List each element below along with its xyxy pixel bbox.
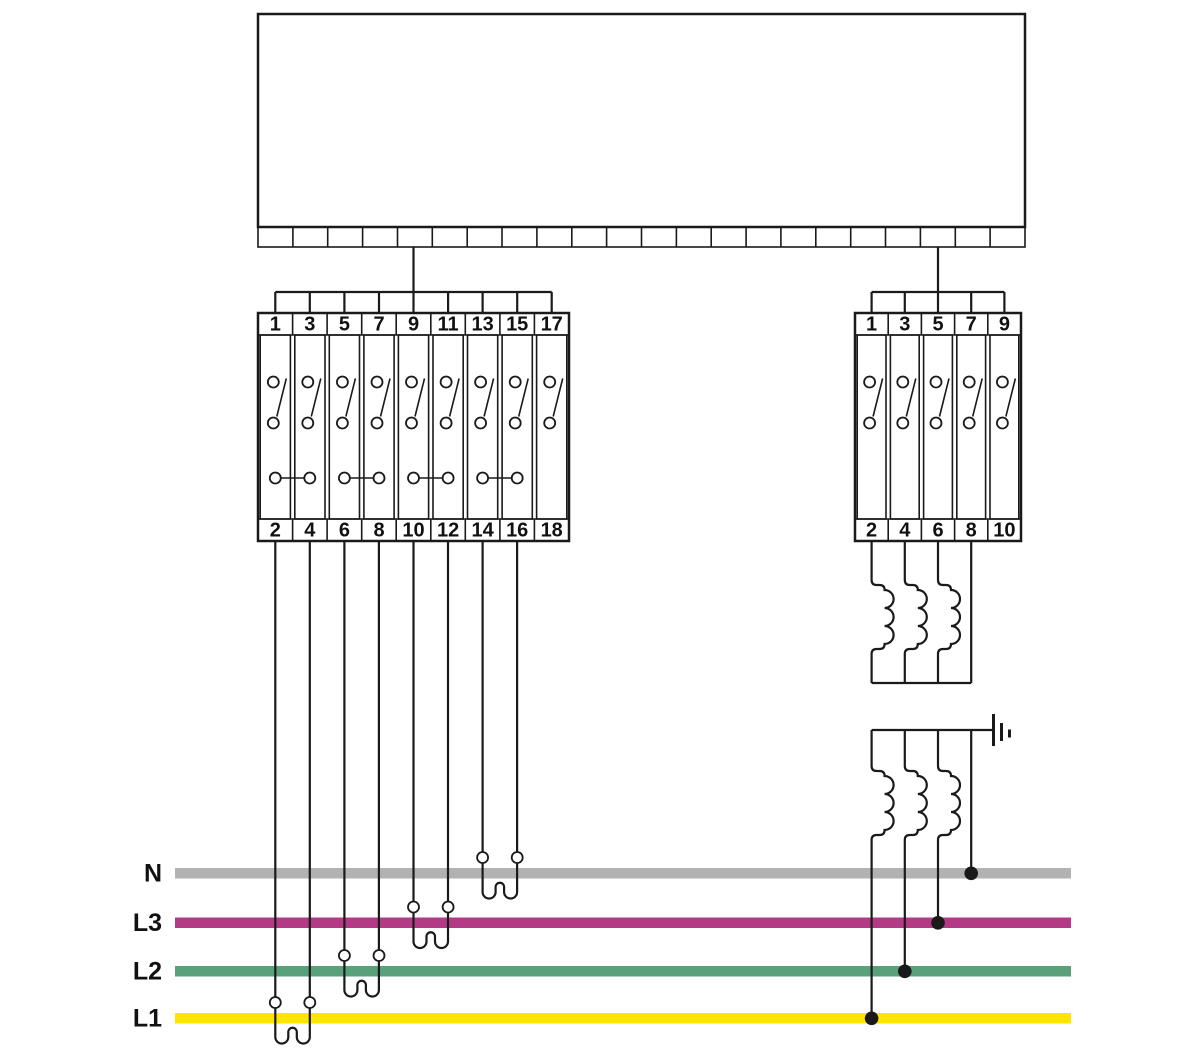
jumper-link: [408, 473, 454, 484]
wire-terminal-circle: [270, 997, 281, 1008]
bus-label-l1: L1: [132, 1004, 162, 1033]
terminal-number: 5: [338, 313, 350, 336]
ct-loop-l3: [408, 541, 454, 948]
junction-dot-l3: [931, 916, 945, 930]
terminal-number: 1: [269, 313, 281, 336]
comb-teeth: [872, 292, 1005, 313]
ground-icon: [994, 714, 1010, 746]
coil-symbol: [905, 541, 927, 683]
terminal-number: 6: [338, 519, 350, 542]
switch-symbol: [510, 377, 529, 429]
terminal-number: 11: [437, 313, 459, 336]
terminal-number: 13: [471, 313, 494, 336]
switch-symbol: [897, 377, 916, 429]
terminal-number: 2: [269, 519, 281, 542]
terminal-number: 3: [899, 313, 911, 336]
switch-symbol: [544, 377, 563, 429]
terminal-number: 4: [304, 519, 316, 542]
right-terminal-block: [855, 313, 1021, 542]
connector-strip-dividers: [293, 227, 990, 247]
junction-dot-l2: [898, 965, 912, 979]
left-top-terminal-numbers: [270, 314, 563, 336]
switch-symbol: [372, 377, 391, 429]
terminal-number: 8: [373, 519, 385, 542]
wire-terminal-circle: [477, 852, 488, 863]
wire-terminal-circle: [304, 997, 315, 1008]
ct-loop-l2: [339, 541, 385, 997]
jumper-link: [477, 473, 523, 484]
terminal-number: 14: [471, 519, 494, 542]
wire-terminal-circle: [374, 950, 385, 961]
ct-wire-loop: [414, 541, 449, 948]
switch-symbol: [864, 377, 883, 429]
terminal-number: 4: [899, 519, 911, 542]
terminal-number: 1: [866, 313, 878, 336]
disconnect-switch-symbols: [268, 377, 563, 429]
switch-symbol: [441, 377, 460, 429]
switch-symbol: [997, 377, 1016, 429]
terminal-number: 6: [932, 519, 944, 542]
terminal-number: 17: [540, 313, 563, 336]
left-jumper-comb: [275, 292, 551, 313]
terminal-number: 8: [965, 519, 977, 542]
terminal-number: 9: [998, 313, 1010, 336]
terminal-number: 9: [407, 313, 420, 336]
jumper-link: [339, 473, 385, 484]
switch-symbol: [964, 377, 983, 429]
switch-symbol: [475, 377, 494, 429]
switch-symbol: [931, 377, 950, 429]
junction-dot-n: [964, 867, 978, 881]
right-jumper-comb: [872, 292, 1005, 313]
bus-label-l3: L3: [132, 909, 162, 937]
switch-symbol: [268, 377, 287, 429]
junction-dot-l1: [865, 1012, 879, 1026]
controller-body: [258, 14, 1025, 227]
terminal-jumper-links: [270, 473, 523, 484]
voltage-transformer-circuits: [865, 541, 1010, 1025]
controller-connector-strip: [258, 227, 1025, 247]
wire-terminal-circle: [408, 902, 419, 913]
secondary-winding-group: [872, 541, 972, 683]
left-terminal-block: [258, 313, 569, 542]
ct-wire-loop: [483, 541, 517, 899]
left-bottom-terminal-numbers: [270, 520, 563, 542]
coil-symbol: [905, 730, 927, 971]
terminal-number: 10: [402, 519, 425, 542]
bus-label-n: N: [143, 859, 162, 888]
switch-symbol: [406, 377, 425, 429]
wire-terminal-circle: [339, 950, 350, 961]
switch-symbol: [302, 377, 321, 429]
terminal-number: 5: [932, 313, 944, 336]
switch-symbol: [337, 377, 356, 429]
terminal-number: 7: [373, 313, 385, 336]
coil-symbol: [872, 541, 894, 683]
ct-wire-loop: [344, 541, 379, 997]
terminal-number: 3: [304, 313, 316, 336]
comb-teeth: [275, 292, 551, 313]
terminal-number: 15: [506, 313, 529, 336]
terminal-number: 12: [436, 519, 460, 542]
terminal-number: 18: [540, 519, 563, 542]
ct-loop-n: [477, 541, 523, 899]
wire-terminal-circle: [512, 852, 523, 863]
terminal-number: 7: [965, 313, 977, 336]
jumper-link: [270, 473, 316, 484]
wire-terminal-circle: [443, 902, 454, 913]
terminal-number: 10: [993, 519, 1016, 542]
terminal-number: 2: [866, 519, 878, 542]
coil-symbol: [938, 730, 960, 923]
bus-label-l2: L2: [132, 957, 162, 986]
terminal-number: 16: [506, 519, 529, 542]
controller: [258, 14, 1025, 292]
coil-symbol: [938, 541, 960, 683]
